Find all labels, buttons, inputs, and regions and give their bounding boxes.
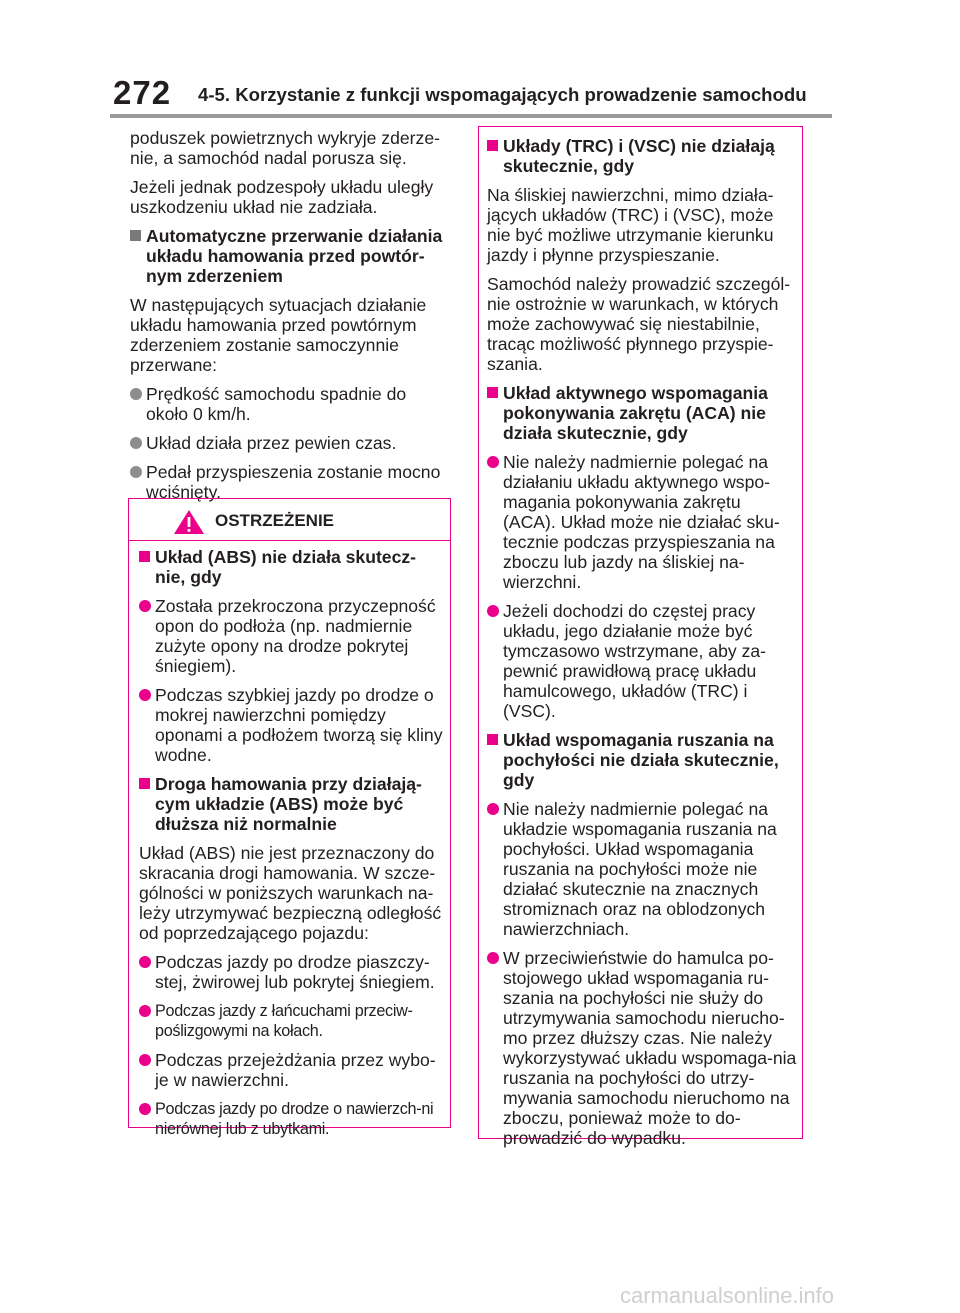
circle-bullet-icon bbox=[487, 605, 499, 617]
section-heading-text: Układ wspomagania ruszania na pochyłości nie działa skutecznie, gdy bbox=[503, 730, 779, 790]
circle-bullet-icon bbox=[139, 1103, 151, 1115]
warning-label: OSTRZEŻENIE bbox=[215, 511, 335, 530]
list-item-text: Podczas jazdy po drodze o nawierzch-ni nierównej lub z ubytkami. bbox=[155, 1100, 434, 1138]
list-item-text: Podczas przejeżdżania przez wybo-je w nawierzchni. bbox=[155, 1050, 436, 1090]
list-item bbox=[139, 952, 444, 992]
square-bullet-icon bbox=[139, 551, 150, 562]
square-bullet-icon bbox=[487, 734, 498, 745]
list-item bbox=[487, 601, 797, 721]
section-heading-text: Układy (TRC) i (VSC) nie działają skutecznie, gdy bbox=[503, 136, 775, 176]
list-item bbox=[130, 462, 452, 502]
circle-bullet-icon bbox=[139, 956, 151, 968]
warning-triangle-icon bbox=[173, 509, 205, 535]
warning-header bbox=[129, 499, 450, 541]
circle-bullet-icon bbox=[487, 456, 499, 468]
paragraph: Na śliskiej nawierzchni, mimo działa-jących układów (TRC) i (VSC), może nie być możliwe utrzymanie kierunku jazdy i płynne przyspieszanie. bbox=[487, 185, 774, 265]
list-item-text: W przeciwieństwie do hamulca po-stojowego układ wspomagania ru-szania na pochyłości nie służy do utrzymywania samochodu nierucho-mo przez dłuższy czas. Nie należy wykorzystywać układu wspomaga-nia ruszania na pochyłości do utrzy-mywania samochodu nieruchomo na zboczu, ponieważ może to do-prowadzić do wypadku. bbox=[503, 948, 797, 1148]
square-bullet-icon bbox=[487, 387, 498, 398]
list-item-text: Podczas jazdy po drodze piaszczy-stej, żwirowej lub pokrytej śniegiem. bbox=[155, 952, 435, 992]
warning-content bbox=[139, 547, 444, 1148]
circle-bullet-icon bbox=[487, 803, 499, 815]
list-item bbox=[139, 1050, 444, 1090]
paragraph: Układ (ABS) nie jest przeznaczony do skracania drogi hamowania. W szcze-gólności w poniższych warunkach na-leży utrzymywać bezpieczną odległość od poprzedzającego pojazdu: bbox=[139, 843, 442, 943]
circle-bullet-icon bbox=[130, 466, 142, 478]
list-item-text: Podczas szybkiej jazdy po drodze o mokrej nawierzchni pomiędzy oponami a podłożem tworzą się kliny wodne. bbox=[155, 685, 443, 765]
circle-bullet-icon bbox=[130, 437, 142, 449]
section-heading bbox=[139, 547, 444, 587]
watermark: carmanualsonline.info bbox=[620, 1283, 835, 1308]
list-item-text: Układ działa przez pewien czas. bbox=[146, 433, 397, 453]
list-item-text: Prędkość samochodu spadnie do około 0 km/h. bbox=[146, 384, 407, 424]
chapter-title: 4-5. Korzystanie z funkcji wspomagających prowadzenie samochodu bbox=[198, 84, 807, 105]
section-heading-text: Układ (ABS) nie działa skutecz-nie, gdy bbox=[155, 547, 417, 587]
caution-box bbox=[478, 126, 803, 1148]
list-item bbox=[130, 384, 452, 424]
circle-bullet-icon bbox=[130, 388, 142, 400]
list-item-text: Została przekroczona przyczepność opon do podłoża (np. nadmiernie zużyte opony na drodze pokrytej śniegiem). bbox=[155, 596, 436, 676]
paragraph: W następujących sytuacjach działanie układu hamowania przed powtórnym zderzeniem zostanie samoczynnie przerwane: bbox=[130, 295, 427, 375]
list-item bbox=[487, 799, 797, 939]
section-heading-text: Droga hamowania przy działają-cym układzie (ABS) może być dłuższa niż normalnie bbox=[155, 774, 422, 834]
section-heading-text: Automatyczne przerwanie działania układu hamowania przed powtór-nym zderzeniem bbox=[146, 226, 443, 286]
list-item-text: Nie należy nadmiernie polegać na działaniu układu aktywnego wspo-magania pokonywania zakrętu (ACA). Układ może nie działać sku-tecznie podczas przyspieszania na zboczu lub jazdy na śliskiej na-wierzchni. bbox=[503, 452, 780, 592]
list-item bbox=[487, 452, 797, 592]
left-column bbox=[130, 128, 452, 511]
list-item-text: Nie należy nadmiernie polegać na układzie wspomagania ruszania na pochyłości. Układ wspomagania ruszania na pochyłości może nie działać skutecznie na znacznych stromiznach oraz na oblodzonych nawierzchniach. bbox=[503, 799, 777, 939]
square-bullet-icon bbox=[487, 140, 498, 151]
circle-bullet-icon bbox=[139, 1054, 151, 1066]
page-header bbox=[0, 0, 960, 118]
list-item bbox=[139, 685, 444, 765]
list-item-text: Jeżeli dochodzi do częstej pracy układu, jego działanie może być tymczasowo wstrzymane, aby za-pewnić prawidłową pracę układu hamulcowego, układów (TRC) i (VSC). bbox=[503, 601, 767, 721]
square-bullet-icon bbox=[139, 778, 150, 789]
section-heading bbox=[487, 136, 797, 176]
list-item bbox=[487, 948, 797, 1148]
caution-content bbox=[487, 136, 797, 1157]
paragraph: Jeżeli jednak podzespoły układu uległy uszkodzeniu układ nie zadziała. bbox=[130, 177, 434, 217]
section-heading bbox=[487, 730, 797, 790]
page-number: 272 bbox=[113, 74, 172, 111]
circle-bullet-icon bbox=[139, 600, 151, 612]
paragraph: poduszek powietrznych wykryje zderze-nie, a samochód nadal porusza się. bbox=[130, 128, 440, 168]
warning-box bbox=[128, 498, 451, 1138]
list-item bbox=[139, 1001, 444, 1041]
list-item-text: Pedał przyspieszenia zostanie mocno wciśnięty. bbox=[146, 462, 441, 502]
list-item bbox=[130, 433, 452, 453]
header-rule bbox=[110, 114, 832, 118]
square-bullet-icon bbox=[130, 230, 141, 241]
list-item bbox=[139, 1099, 444, 1139]
list-item bbox=[139, 596, 444, 676]
section-heading bbox=[130, 226, 452, 286]
section-heading bbox=[487, 383, 797, 443]
list-item-text: Podczas jazdy z łańcuchami przeciw-poślizgowymi na kołach. bbox=[155, 1002, 413, 1040]
section-heading bbox=[139, 774, 444, 834]
section-heading-text: Układ aktywnego wspomagania pokonywania zakrętu (ACA) nie działa skutecznie, gdy bbox=[503, 383, 768, 443]
circle-bullet-icon bbox=[139, 1005, 151, 1017]
circle-bullet-icon bbox=[139, 689, 151, 701]
paragraph: Samochód należy prowadzić szczegól-nie ostrożnie w warunkach, w których może zachowywać się niestabilnie, tracąc możliwość płynnego przyspie-szania. bbox=[487, 274, 791, 374]
circle-bullet-icon bbox=[487, 952, 499, 964]
